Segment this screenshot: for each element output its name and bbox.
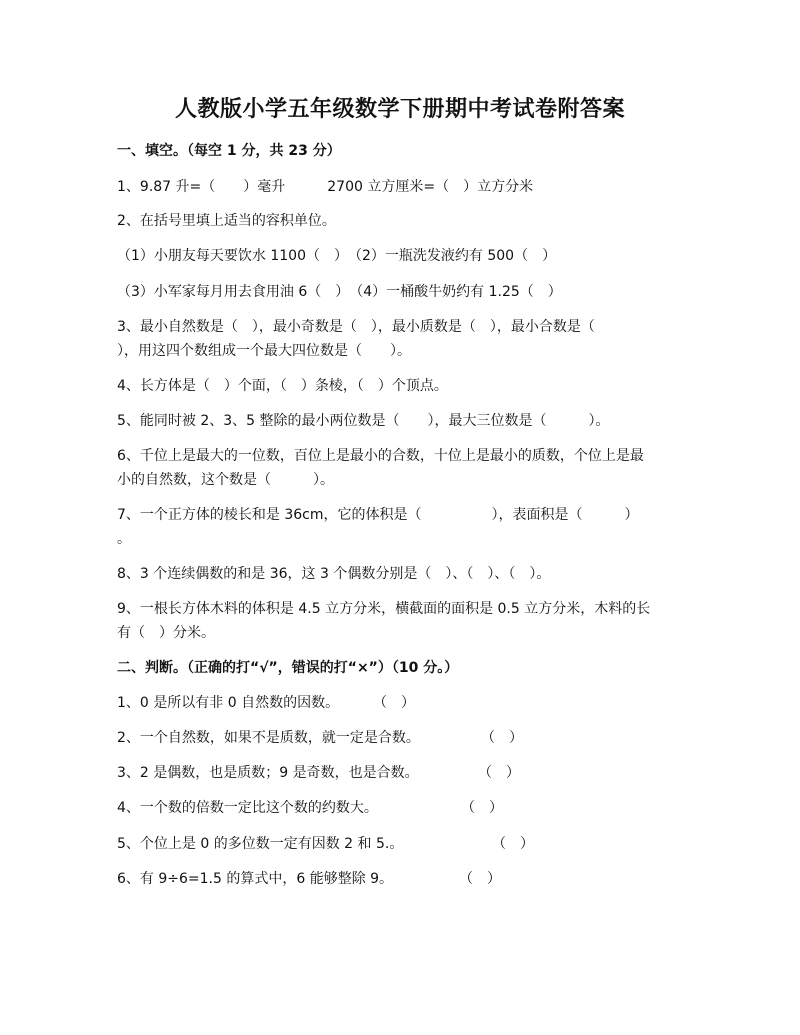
question-6-line-2: 小的自然数，这个数是（ ）。 [117, 472, 334, 488]
question-3-line-1: 3、最小自然数是（ ），最小奇数是（ ），最小质数是（ ），最小合数是（ [117, 319, 595, 335]
judge-item-5-bracket: （ ） [492, 836, 534, 852]
question-7-line-2: 。 [117, 531, 131, 547]
question-3-line-2: ），用这四个数组成一个最大四位数是（ ）。 [117, 343, 411, 359]
question-1: 1、9.87 升=（ ）毫升 2700 立方厘米=（ ）立方分米 [117, 179, 534, 195]
judge-item-6-bracket: （ ） [459, 871, 501, 887]
judge-item-6: 6、有 9÷6=1.5 的算式中，6 能够整除 9。 [117, 871, 394, 887]
judge-item-2-bracket: （ ） [481, 730, 523, 746]
judge-item-1-bracket: （ ） [373, 695, 415, 711]
judge-item-4-bracket: （ ） [461, 800, 503, 816]
question-4: 4、长方体是（ ）个面，（ ）条棱，（ ）个顶点。 [117, 378, 448, 394]
section2-heading: 二、判断。（正确的打“√”，错误的打“×”）（10 分。） [117, 660, 459, 676]
question-2: 2、在括号里填上适当的容积单位。 [117, 213, 336, 229]
judge-item-3-bracket: （ ） [478, 765, 520, 781]
question-9-line-1: 9、一根长方体木料的体积是 4.5 立方分米，横截面的面积是 0.5 立方分米，木料的长 [117, 601, 651, 617]
page-title: 人教版小学五年级数学下册期中考试卷附答案 [174, 97, 625, 122]
question-2-part-1: （1）小朋友每天要饮水 1100（ ） （2）一瓶洗发液约有 500（ ） [117, 248, 557, 264]
question-9-line-2: 有（ ）分米。 [117, 625, 215, 641]
question-2-part-2: （3）小军家每月用去食用油 6（ ） （4）一桶酸牛奶约有 1.25（ ） [117, 284, 562, 300]
judge-item-3: 3、2 是偶数，也是质数；9 是奇数，也是合数。 [117, 765, 419, 781]
question-6-line-1: 6、千位上是最大的一位数，百位上是最小的合数，十位上是最小的质数，个位上是最 [117, 448, 644, 464]
question-7-line-1: 7、一个正方体的棱长和是 36cm，它的体积是（ ），表面积是（ ） [117, 507, 639, 523]
section1-heading: 一、填空。（每空 1 分，共 23 分） [117, 143, 341, 159]
judge-item-2: 2、一个自然数，如果不是质数，就一定是合数。 [117, 730, 420, 746]
judge-item-4: 4、一个数的倍数一定比这个数的约数大。 [117, 800, 378, 816]
question-5: 5、能同时被 2、3、5 整除的最小两位数是（ ），最大三位数是（ ）。 [117, 413, 610, 429]
judge-item-1: 1、0 是所以有非 0 自然数的因数。 [117, 695, 340, 711]
question-8: 8、3 个连续偶数的和是 36，这 3 个偶数分别是（ ）、（ ）、（ ）。 [117, 566, 551, 582]
judge-item-5: 5、个位上是 0 的多位数一定有因数 2 和 5.。 [117, 836, 404, 852]
